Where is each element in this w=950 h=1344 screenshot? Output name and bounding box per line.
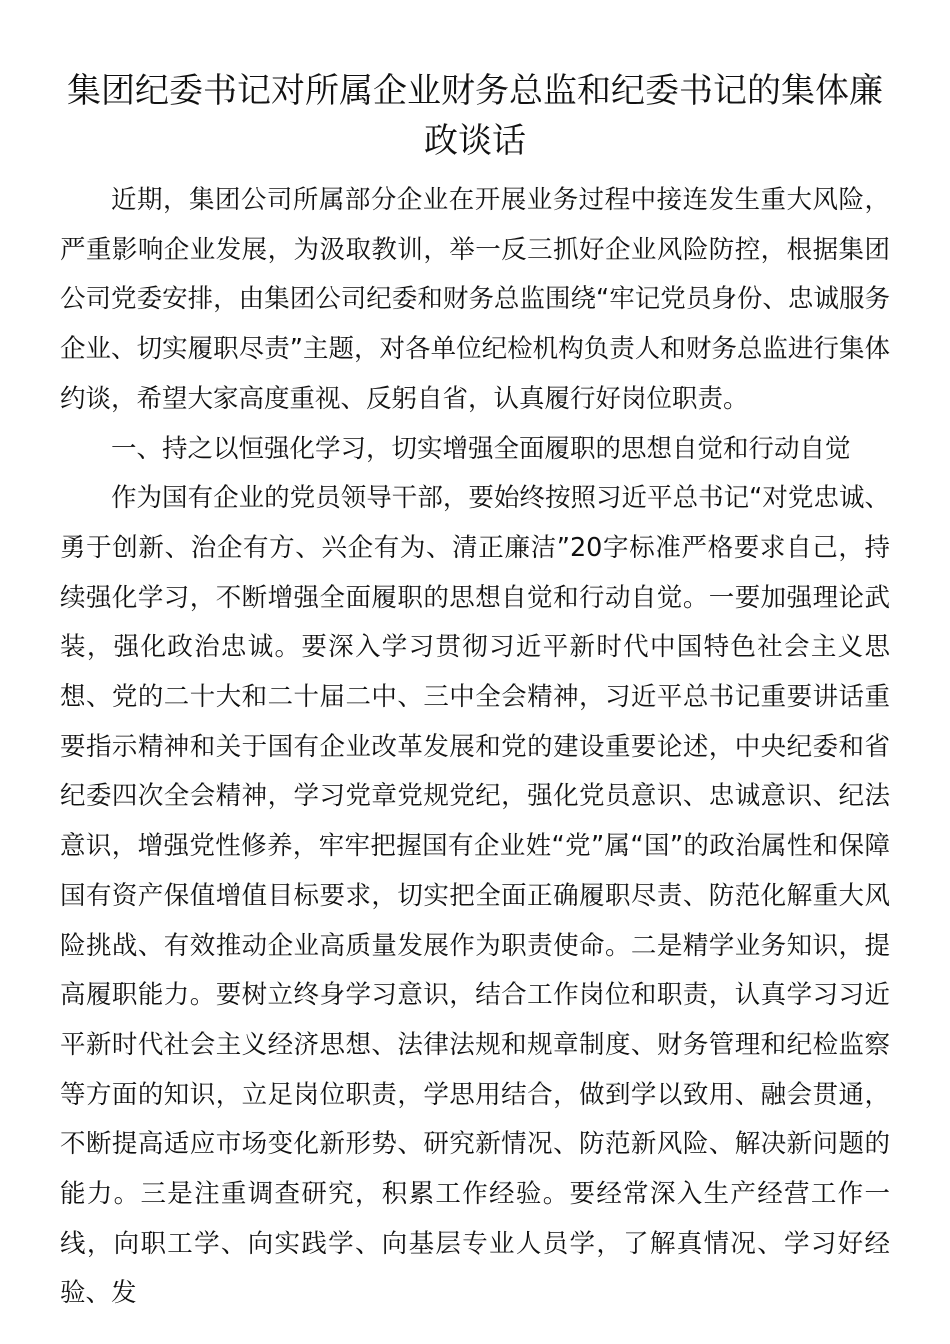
intro-paragraph: 近期，集团公司所属部分企业在开展业务过程中接连发生重大风险，严重影响企业发展，为汲取教训，举一反三抓好企业风险防控，根据集团公司党委安排，由集团公司纪委和财务总监围绕“牢记党员身份、忠诚服务企业、切实履职尽责”主题，对各单位纪检机构负责人和财务总监进行集体约谈，希望大家高度重视、反躬自省，认真履行好岗位职责。 (60, 185, 890, 414)
section-1-paragraph: 作为国有企业的党员领导干部，要始终按照习近平总书记“对党忠诚、勇于创新、治企有方、兴企有为、清正廉洁”20字标准严格要求自己，持续强化学习，不断增强全面履职的思想自觉和行动自觉。一要加强理论武装，强化政治忠诚。要深入学习贯彻习近平新时代中国特色社会主义思想、党的二十大和二十届二中、三中全会精神，习近平总书记重要讲话重要指示精神和关于国有企业改革发展和党的建设重要论述，中央纪委和省纪委四次全会精神，学习党章党规党纪，强化党员意识、忠诚意识、纪法意识，增强党性修养，牢牢把握国有企业姓“党”属“国”的政治属性和保障国有资产保值增值目标要求，切实把全面正确履职尽责、防范化解重大风险挑战、有效推动企业高质量发展作为职责使命。二是精学业务知识，提高履职能力。要树立终身学习意识，结合工作岗位和职责，认真学习习近平新时代社会主义经济思想、法律法规和规章制度、财务管理和纪检监察等方面的知识，立足岗位职责，学思用结合，做到学以致用、融会贯通，不断提高适应市场变化新形势、研究新情况、防范新风险、解决新问题的能力。三是注重调查研究，积累工作经验。要经常深入生产经营工作一线，向职工学、向实践学、向基层专业人员学，了解真情况、学习好经验、发 (60, 483, 890, 1309)
document-body (60, 176, 890, 1319)
document-title: 集团纪委书记对所属企业财务总监和纪委书记的集体廉政谈话 (67, 71, 883, 161)
section-heading-1: 一、持之以恒强化学习，切实增强全面履职的思想自觉和行动自觉 (111, 433, 851, 464)
